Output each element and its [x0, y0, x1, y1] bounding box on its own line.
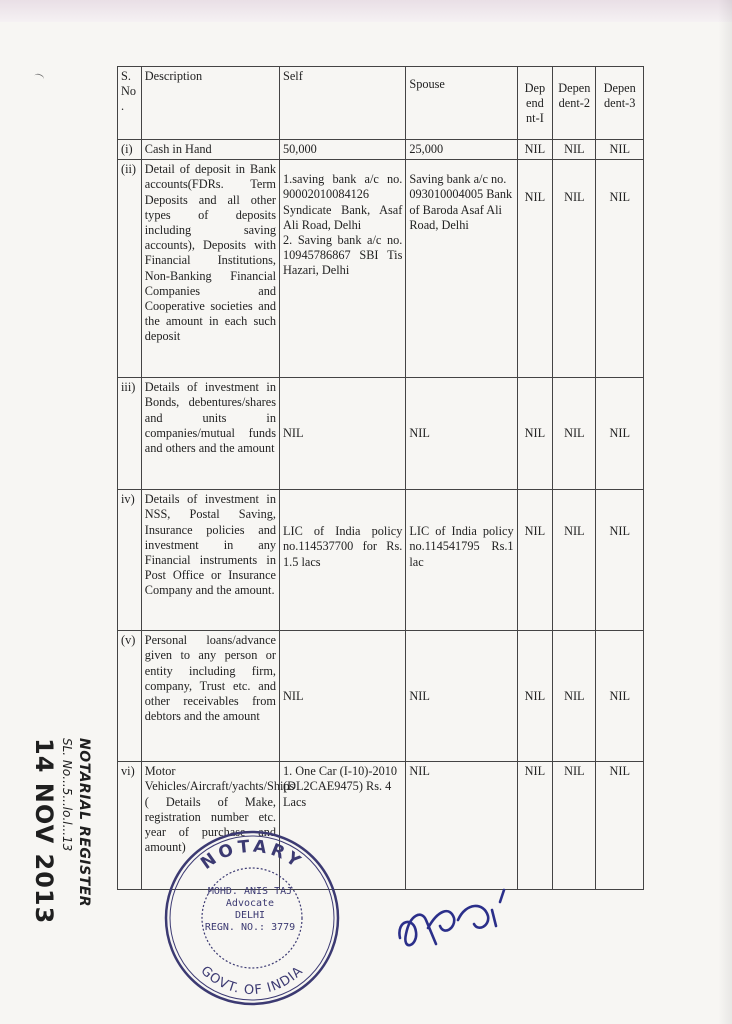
handwritten-signature: [392, 880, 532, 960]
row-sno: (v): [118, 631, 142, 762]
row-sno: (i): [118, 140, 142, 160]
row-dependent-1: NIL: [517, 140, 553, 160]
row-dependent-1: NIL: [517, 160, 553, 378]
row-self: LIC of India policy no.114537700 for Rs. 1.5 lacs: [280, 490, 406, 631]
seal-name: MOHD. ANIS TAJ: [207, 886, 293, 897]
row-description: Cash in Hand: [141, 140, 279, 160]
notarial-register-stamp: [26, 738, 92, 928]
row-spouse: NIL: [406, 631, 517, 762]
scan-top-band: [0, 0, 732, 22]
row-dependent-2: NIL: [553, 160, 596, 378]
row-spouse: NIL: [406, 762, 517, 890]
row-dependent-2: NIL: [553, 378, 596, 490]
register-date: 14 NOV 2013: [30, 738, 58, 925]
seal-top-text: NOTARY: [197, 836, 307, 874]
register-serial: SL. No...5...lo.l...13: [60, 738, 74, 852]
row-dependent-2: NIL: [553, 762, 596, 890]
seal-bottom-text: GOVT. OF INDIA: [197, 963, 307, 999]
row-dependent-1: NIL: [517, 631, 553, 762]
row-dependent-3: NIL: [596, 631, 644, 762]
row-description: Details of investment in NSS, Postal Saving, Insurance policies and investment in any Financial instruments in Post Office or Insurance Company and the amount.: [141, 490, 279, 631]
row-spouse: 25,000: [406, 140, 517, 160]
row-dependent-1: NIL: [517, 762, 553, 890]
row-dependent-2: NIL: [553, 490, 596, 631]
header-description: Description: [141, 67, 279, 140]
header-dependent-3: Depen dent-3: [596, 67, 644, 140]
row-description: Details of investment in Bonds, debentures/shares and units in companies/mutual funds and others and the amount: [141, 378, 279, 490]
asset-declaration-table: [117, 66, 644, 890]
row-description: Personal loans/advance given to any person or entity including firm, company, Trust etc. and other receivables from debtors and the amount: [141, 631, 279, 762]
table-header-row: [118, 67, 644, 140]
row-self: NIL: [280, 378, 406, 490]
scan-edge-shadow: [718, 0, 732, 1024]
row-dependent-2: NIL: [553, 140, 596, 160]
row-dependent-3: NIL: [596, 140, 644, 160]
seal-city: DELHI: [234, 910, 266, 921]
register-title: NOTARIAL REGISTER: [76, 738, 92, 908]
row-spouse: LIC of India policy no.114541795 Rs.1 lac: [406, 490, 517, 631]
header-dependent-2: Depen dent-2: [553, 67, 596, 140]
row-self: NIL: [280, 631, 406, 762]
table-row: [118, 140, 644, 160]
row-self: 1. One Car (I-10)-2010 (DL2CAE9475) Rs. 4 Lacs: [280, 762, 406, 890]
row-self: 1.saving bank a/c no. 90002010084126 Syndicate Bank, Asaf Ali Road, Delhi 2. Saving bank a/c no. 10945786867 SBI Tis Hazari, Delhi: [280, 160, 406, 378]
scan-mark: [33, 73, 45, 83]
row-dependent-3: NIL: [596, 490, 644, 631]
table-row: [118, 160, 644, 378]
row-sno: (ii): [118, 160, 142, 378]
row-dependent-1: NIL: [517, 378, 553, 490]
seal-title: Advocate: [225, 898, 275, 909]
row-spouse: NIL: [406, 378, 517, 490]
seal-center: [200, 886, 300, 934]
row-dependent-2: NIL: [553, 631, 596, 762]
header-spouse: Spouse: [406, 67, 517, 140]
row-self: 50,000: [280, 140, 406, 160]
row-sno: iv): [118, 490, 142, 631]
svg-text:GOVT. OF INDIA: [198, 963, 307, 998]
table-row: [118, 490, 644, 631]
row-sno: iii): [118, 378, 142, 490]
header-self: Self: [280, 67, 406, 140]
header-dependent-1: Dep end nt-I: [517, 67, 553, 140]
row-description: Motor Vehicles/Aircraft/yachts/Ships ( Details of Make, registration number etc. year of purchase and amount): [141, 762, 279, 890]
row-dependent-3: NIL: [596, 378, 644, 490]
seal-reg-no: REGN. NO.: 3779: [204, 922, 296, 933]
table-row: [118, 378, 644, 490]
row-sno: vi): [118, 762, 142, 890]
header-sno: S. No .: [118, 67, 142, 140]
row-dependent-3: NIL: [596, 160, 644, 378]
row-dependent-1: NIL: [517, 490, 553, 631]
row-description: Detail of deposit in Bank accounts(FDRs. Term Deposits and all other types of deposits including saving accounts), Deposits with Financial Institutions, Non-Banking Financial Companies and Cooperative societies and the amount in each such deposit: [141, 160, 279, 378]
row-spouse: Saving bank a/c no. 093010004005 Bank of Baroda Asaf Ali Road, Delhi: [406, 160, 517, 378]
table-row: [118, 631, 644, 762]
row-dependent-3: NIL: [596, 762, 644, 890]
